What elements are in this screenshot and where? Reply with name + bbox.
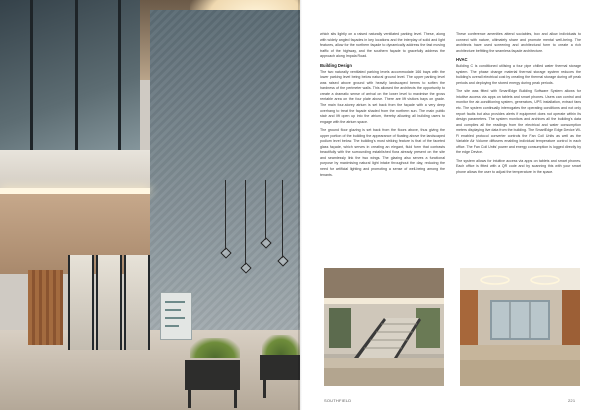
glass-door — [124, 255, 150, 350]
glass-door — [68, 255, 94, 350]
atrium-stair-illustration — [324, 268, 444, 386]
body-paragraph: Building C is conditioned utilising a four pipe chilled water thermal storage system. The phase change material thermal storage system reduces the building's overall electrical cost by creating the thermal storage during off peak periods and deploying the stored energy during peak periods. — [456, 64, 581, 85]
timber-cladding — [28, 270, 63, 345]
pendant-cord — [282, 180, 283, 258]
section-heading: Building Design — [320, 62, 352, 68]
directory-sign — [160, 292, 192, 340]
pendant-cord — [245, 180, 246, 265]
sign-line — [165, 317, 185, 319]
body-paragraph: The ground floor glazing is set back from the floors above, thus giving the upper portion of the building the appearance of floating above the landscaped podium level below. The building's most striking feature is that of the faceted glass façade, which serves in creating an elegant, fluid form that contrasts beautifully with the surrounding established flora already present on the site and seamlessly link the two wings. The glazing also serves a functional purpose by maximising natural light intake throughout the day, reducing the need for artificial lighting and promoting a sense of well-being among the tenants. — [320, 128, 445, 177]
body-paragraph: The two naturally ventilated parking levels accommodate 166 bays with the lower parking level being below natural ground level. The upper parking level was raised above ground with heavily landscaped berms to soften the hardness of the perimeter walls. This allowed the architects the opportunity to create a dramatic sense of arrival on the lower level to maximise the gross rentable area on the four plate above. There are lift visitors bays on grade. The main four-storey atrium is set back from the façade with a very deep overhang to treat the façade shaded from the northern sun. The main public stair and lift open up into the atrium, thereby allowing all building users to engage with the atrium space. — [320, 69, 445, 124]
planter-box — [260, 355, 300, 380]
planter-leg — [263, 380, 266, 398]
planter-box — [185, 360, 240, 390]
mullion — [75, 0, 78, 160]
pendant-cord — [225, 180, 226, 250]
mullion — [118, 0, 121, 160]
text-column-1 — [320, 32, 445, 181]
intro-paragraph: which sits lightly on a raised naturally ventilated parking level. These, along with widely angled façades in key locations and the interplay of solid and light features, allow for the northern façade to dynamically address the fast moving traffic of the highway, and the southern façade to gracefully address the approach along Impala Road. — [320, 32, 445, 59]
body-paragraph: The system allows for intuitive access via apps on tablets and smart phones. Each office is fitted with a QR code and by scanning this with your smart phone allows the user to adjust the temperature in the space. — [456, 158, 581, 175]
planter-plants — [262, 335, 300, 355]
pendant-cord — [265, 180, 266, 240]
body-paragraph: The site was fitted with SmartEdge Building Software System allows for intuitive access via apps on tablets and smart phones. Users can control and monitor the air-conditioning system, generators, UPS installation, extract fans etc. The system continually interrogates the operating conditions and not only report faults but also provides alerts if equipment does not operate within its design parameters. The system monitors and archives all the building's data and compiles all the readings from the electrical and water consumption meters displaying live data from the building. The SmartEdge Edge Device Wi-Fi enabled protocol converter controls the Fan Coil Units as well as the Variable Air Volume diffusers enabling individual temperature control in each office. The Fan Coil Units' power and energy consumption is logged directly by the edge Device. — [456, 89, 581, 155]
office-interior-illustration — [460, 268, 580, 386]
article-page — [302, 0, 600, 410]
body-paragraph: These conference amenities attend sociables, box and allow individuals to connect with nature, ultimately share and promote mental well-being. The architects have used screening and architectural form to create a rich architecture befitting the seamless façade architecture. — [456, 32, 581, 53]
text-column-2 — [456, 32, 581, 179]
atrium-stair-photo — [324, 268, 444, 386]
planter-plants — [190, 338, 240, 358]
planter-leg — [234, 390, 237, 408]
folio-left: SOUTHFIELD — [324, 398, 352, 403]
section-heading: HVAC — [456, 57, 468, 63]
glass-door — [96, 255, 122, 350]
sign-line — [165, 301, 185, 303]
planter-leg — [188, 390, 191, 408]
mullion — [30, 0, 33, 160]
page-number: 221 — [568, 398, 576, 403]
office-interior-photo — [460, 268, 580, 386]
sign-line — [165, 325, 179, 327]
sign-line — [165, 309, 181, 311]
balcony-edge — [0, 150, 150, 190]
